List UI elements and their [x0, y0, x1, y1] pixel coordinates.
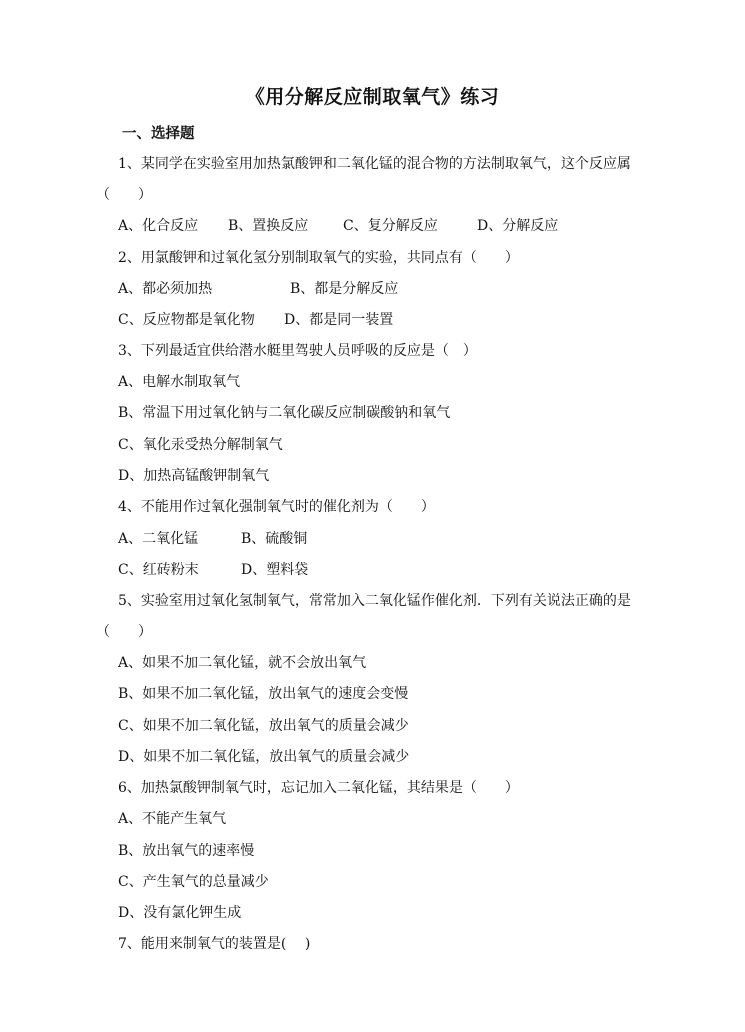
question-4-option-d: D、塑料袋: [241, 562, 309, 578]
question-5-option-a: A、如果不加二氧化锰，就不会放出氧气: [118, 655, 367, 671]
question-4-option-b: B、硫酸铜: [241, 531, 308, 547]
question-2-option-c: C、反应物都是氧化物: [118, 312, 255, 328]
question-3-option-c: C、氧化汞受热分解制氧气: [118, 437, 283, 453]
page-title: 《用分解反应制取氧气》练习: [245, 86, 500, 108]
section-heading: 一、选择题: [122, 125, 195, 142]
question-1-option-a: A、化合反应: [118, 218, 199, 234]
question-3-option-a: A、电解水制取氧气: [118, 374, 241, 390]
question-6-option-b: B、放出氧气的速率慢: [118, 843, 255, 859]
question-5-stem-continuation: （ ）: [96, 624, 152, 640]
question-6-option-d: D、没有氯化钾生成: [118, 905, 242, 921]
question-1-stem: 1、某同学在实验室用加热氯酸钾和二氧化锰的混合物的方法制取氧气，这个反应属: [118, 156, 631, 172]
question-2-option-a: A、都必须加热: [118, 281, 213, 297]
question-5-option-b: B、如果不加二氧化锰，放出氧气的速度会变慢: [118, 686, 409, 702]
question-2-option-b: B、都是分解反应: [290, 281, 399, 297]
question-4-option-c: C、红砖粉末: [118, 562, 199, 578]
question-5-option-d: D、如果不加二氧化锰，放出氧气的质量会减少: [118, 749, 410, 765]
question-5-option-c: C、如果不加二氧化锰，放出氧气的质量会减少: [118, 718, 409, 734]
question-3-stem: 3、下列最适宜供给潜水艇里驾驶人员呼吸的反应是（ ）: [118, 343, 477, 359]
question-2-option-d: D、都是同一装置: [284, 312, 394, 328]
question-1-option-c: C、复分解反应: [343, 218, 438, 234]
question-6-stem: 6、加热氯酸钾制氧气时，忘记加入二氧化锰，其结果是（ ）: [118, 780, 519, 796]
question-1-option-b: B、置换反应: [228, 218, 309, 234]
question-3-option-b: B、常温下用过氧化钠与二氧化碳反应制碳酸钠和氧气: [118, 405, 451, 421]
question-6-option-a: A、不能产生氧气: [118, 811, 227, 827]
question-1-option-d: D、分解反应: [477, 218, 559, 234]
question-4-stem: 4、不能用作过氧化强制氧气时的催化剂为（ ）: [118, 499, 435, 515]
question-2-stem: 2、用氯酸钾和过氧化氢分别制取氧气的实验，共同点有（ ）: [118, 250, 519, 266]
question-6-option-c: C、产生氧气的总量减少: [118, 874, 269, 890]
question-4-option-a: A、二氧化锰: [118, 531, 199, 547]
question-5-stem: 5、实验室用过氧化氢制氧气，常常加入二氧化锰作催化剂．下列有关说法正确的是: [118, 593, 631, 609]
question-1-stem-continuation: （ ）: [96, 187, 152, 203]
question-3-option-d: D、加热高锰酸钾制氧气: [118, 468, 270, 484]
question-7-stem: 7、能用来制氧气的装置是( ): [118, 936, 311, 952]
